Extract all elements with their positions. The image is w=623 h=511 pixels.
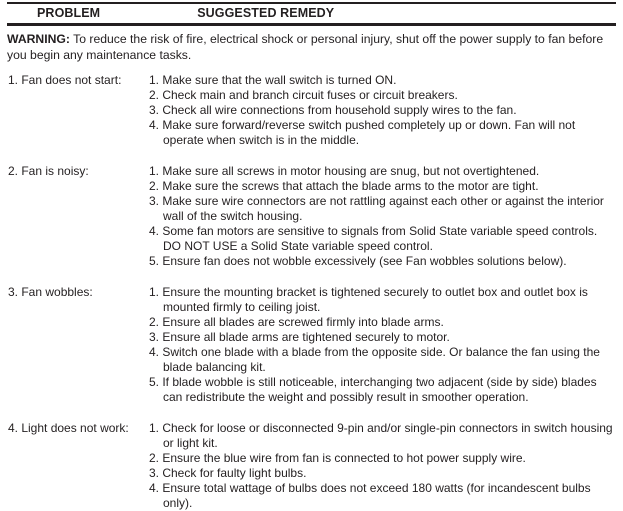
remedy-item: 2. Make sure the screws that attach the blade arms to the motor are tight. [149,179,539,193]
remedy-list [149,73,616,148]
remedy-column-header: SUGGESTED REMEDY [197,6,335,20]
problem-label: 3. Fan wobbles: [8,285,93,299]
trouble-row-fan-does-not-start [7,73,616,148]
remedy-list [149,421,616,511]
problem-label: 4. Light does not work: [8,421,129,435]
remedy-item: 2. Ensure all blades are screwed firmly into blade arms. [149,315,444,329]
remedy-item: 1. Make sure that the wall switch is turned ON. [149,73,397,87]
warning-label: WARNING: [7,32,70,46]
trouble-row-fan-is-noisy [7,164,616,269]
remedy-item: 4. Make sure forward/reverse switch pushed completely up or down. Fan will not operate when switch is in the middle. [149,118,576,147]
table-header [7,2,616,26]
remedy-item: 2. Ensure the blue wire from fan is connected to hot power supply wire. [149,451,526,465]
remedy-list [149,285,616,405]
remedy-item: 1. Ensure the mounting bracket is tightened securely to outlet box and outlet box is mounted firmly to ceiling joist. [149,285,588,314]
trouble-row-fan-wobbles [7,285,616,405]
remedy-item: 1. Check for loose or disconnected 9-pin and/or single-pin connectors in switch housing or light kit. [149,421,613,450]
problem-label: 1. Fan does not start: [8,73,122,87]
remedy-item: 1. Make sure all screws in motor housing are snug, but not overtightened. [149,164,540,178]
remedy-item: 5. Ensure fan does not wobble excessively (see Fan wobbles solutions below). [149,254,567,268]
warning-text: To reduce the risk of fire, electrical shock or personal injury, shut off the power supply to fan before you begin any maintenance tasks. [7,32,604,62]
problem-label: 2. Fan is noisy: [8,164,89,178]
remedy-item: 4. Switch one blade with a blade from the opposite side. Or balance the fan using the blade balancing kit. [149,345,600,374]
remedy-item: 3. Ensure all blade arms are tightened securely to motor. [149,330,450,344]
problem-column-header: PROBLEM [37,6,101,20]
remedy-item: 4. Some fan motors are sensitive to signals from Solid State variable speed controls. DO NOT USE a Solid State variable speed control. [149,224,598,253]
remedy-item: 3. Check all wire connections from household supply wires to the fan. [149,103,517,117]
remedy-item: 4. Ensure total wattage of bulbs does not exceed 180 watts (for incandescent bulbs only). [149,481,591,510]
remedy-item: 3. Make sure wire connectors are not rattling against each other or against the interior wall of the switch housing. [149,194,604,223]
trouble-row-light-does-not-work [7,421,616,511]
remedy-item: 3. Check for faulty light bulbs. [149,466,307,480]
remedy-list [149,164,616,269]
remedy-item: 2. Check main and branch circuit fuses or circuit breakers. [149,88,458,102]
remedy-item: 5. If blade wobble is still noticeable, interchanging two adjacent (side by side) blades can redistribute the weight and possibly result in smoother operation. [149,375,597,404]
warning-paragraph [7,32,616,63]
